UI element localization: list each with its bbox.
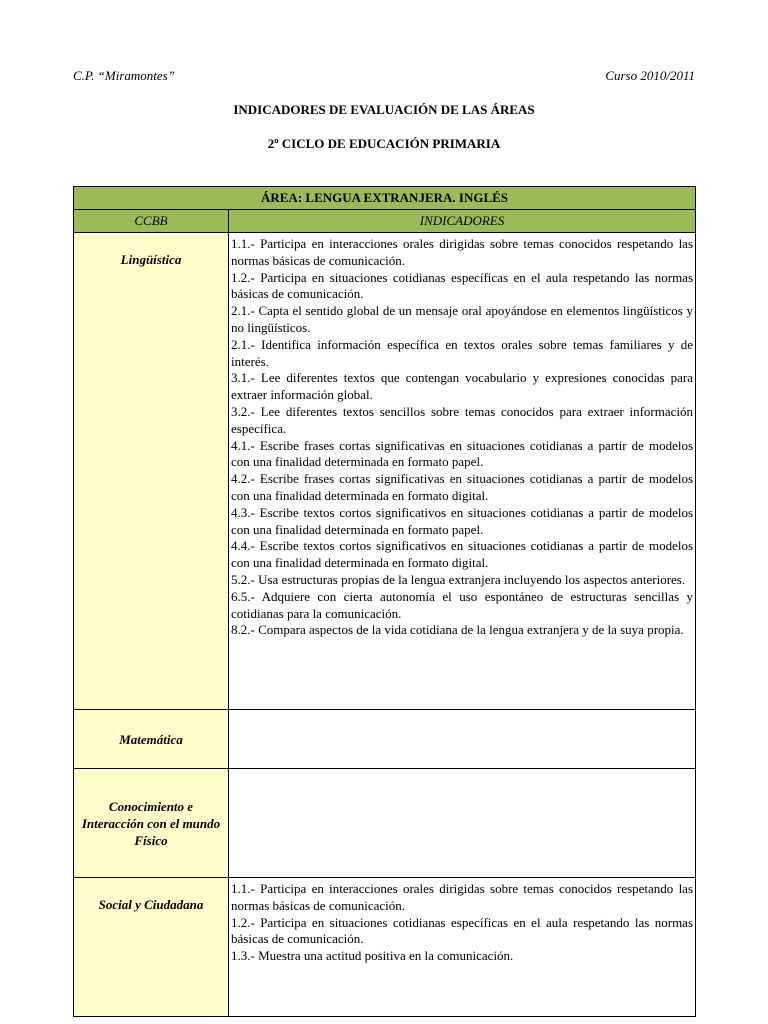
competence-label: Matemática [74, 710, 229, 769]
indicator-item: 8.2.- Compara aspectos de la vida cotidiana de la lengua extranjera y de la suya propia. [231, 622, 684, 638]
indicators-cell [229, 233, 696, 710]
column-header-indicadores: INDICADORES [229, 210, 696, 233]
competence-label: Social y Ciudadana [74, 878, 229, 1017]
document-title: INDICADORES DE EVALUACIÓN DE LAS ÁREAS [233, 102, 535, 117]
indicator-item: 1.2.- Participa en situaciones cotidianas específicas en el aula respetando las normas básicas de comunicación. [231, 269, 694, 302]
indicators-table [73, 186, 696, 1017]
school-name: C.P. “Miramontes” [73, 68, 175, 83]
indicators-cell [229, 769, 696, 878]
indicator-item: 3.2.- Lee diferentes textos sencillos sobre temas conocidos para extraer información específica. [231, 403, 694, 436]
indicators-cell [229, 878, 696, 1017]
indicator-item: 2.1.- Capta el sentido global de un mensaje oral apoyándose en elementos lingüísticos y no lingüísticos. [231, 303, 694, 335]
table-row [74, 769, 696, 878]
indicator-item: 4.4.- Escribe textos cortos significativos en situaciones cotidianas a partir de modelos con una finalidad determinada en formato digital. [231, 538, 694, 571]
indicator-item: 4.1.- Escribe frases cortas significativas en situaciones cotidianas a partir de modelos con una finalidad determinada en formato papel. [231, 437, 694, 470]
indicator-item: 6.5.- Adquiere con cierta autonomía el uso espontáneo de estructuras sencillas y cotidianas para la comunicación. [231, 588, 694, 621]
column-header-ccbb: CCBB [74, 210, 229, 233]
area-row [74, 187, 696, 210]
indicators-cell [229, 710, 696, 769]
indicator-item: 2.1.- Identifica información específica en textos orales sobre temas familiares y de interés. [231, 336, 694, 369]
table-row [74, 710, 696, 769]
column-header-row [74, 210, 696, 233]
table-row [74, 233, 696, 710]
indicator-item: 3.1.- Lee diferentes textos que contengan vocabulario y expresiones conocidas para extraer información global. [231, 370, 694, 403]
indicator-item: 5.2.- Usa estructuras propias de la lengua extranjera incluyendo los aspectos anteriores. [231, 571, 686, 587]
cycle-title: 2º CICLO DE EDUCACIÓN PRIMARIA [267, 136, 501, 151]
competence-label: Lingüística [74, 233, 229, 710]
indicator-item: 1.2.- Participa en situaciones cotidianas específicas en el aula respetando las normas básicas de comunicación. [231, 914, 694, 947]
table-row [74, 878, 696, 1017]
course-year: Curso 2010/2011 [605, 68, 695, 83]
area-title: ÁREA: LENGUA EXTRANJERA. INGLÉS [74, 187, 696, 210]
competence-label: Conocimiento e Interacción con el mundo Físico [74, 769, 229, 878]
indicator-item: 4.3.- Escribe textos cortos significativos en situaciones cotidianas a partir de modelos con una finalidad determinada en formato papel. [231, 504, 694, 537]
indicator-item: 4.2.- Escribe frases cortas significativas en situaciones cotidianas a partir de modelos con una finalidad determinada en formato digital. [231, 471, 694, 503]
indicator-item: 1.1.- Participa en interacciones orales dirigidas sobre temas conocidos respetando las normas básicas de comunicación. [231, 881, 694, 913]
indicator-item: 1.1.- Participa en interacciones orales dirigidas sobre temas conocidos respetando las normas básicas de comunicación. [231, 236, 694, 268]
indicator-item: 1.3.- Muestra una actitud positiva en la comunicación. [231, 948, 514, 964]
